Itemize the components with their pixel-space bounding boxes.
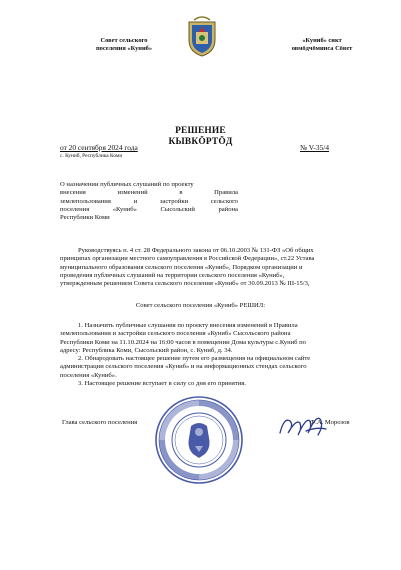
decision-date: от 20 сентября 2024 года <box>60 143 138 152</box>
subject-word: района <box>218 205 238 213</box>
subject-word: «Куниб» <box>112 205 137 213</box>
subject-word: застройки <box>159 197 189 205</box>
header-right-line1: «Куниб» сикт <box>302 37 342 44</box>
header-right-line2: овмöдчöминса Сöвет <box>291 45 353 52</box>
preamble-line4: проведения публичных слушаний на территории сельского поселения «Куниб», <box>60 271 285 279</box>
official-stamp-seal <box>153 394 245 486</box>
signature-name: Ф.А. Морозов <box>310 419 350 426</box>
coat-of-arms-emblem <box>183 14 221 58</box>
subject-word: изменений <box>117 189 148 197</box>
preamble-line5: утвержденным решением Совета сельского поселения «Куниб» от 30.09.2013 № III-15/3, <box>60 280 310 288</box>
decision-items <box>60 322 366 388</box>
item2-line3: поселения «Куниб». <box>60 371 117 379</box>
decision-number: № V-35/4 <box>300 143 330 152</box>
subject-word: Правила <box>214 189 238 197</box>
subject-line2 <box>60 189 238 197</box>
item2-line1: 2. Обнародовать настоящее решение путем его размещения на официальном сайте <box>78 355 311 363</box>
subject-word: землепользования <box>60 197 111 205</box>
preamble-line1: Руководствуясь п. 4 ст. 28 Федерального закона от 06.10.2003 № 131-ФЗ «Об общих <box>78 247 314 254</box>
decision-place: с. Куниб, Республика Коми <box>60 153 123 159</box>
preamble-line2: принципах организации местного самоуправления в Российской Федерации», ст.22 Устава <box>60 255 315 263</box>
subject-word: внесения <box>60 189 86 197</box>
item1-line4: адресу: Республика Коми, Сысольский район, с. Куниб, д. 34. <box>60 346 233 354</box>
subject-line3 <box>60 198 238 206</box>
header-left-line1: Совет сельского <box>100 37 148 44</box>
header-left-line2: поселения «Куниб» <box>95 45 153 52</box>
item1-line2: землепользования и застройки сельского поселения «Куниб» Сысольского района <box>60 330 291 338</box>
subject-line4 <box>60 206 238 214</box>
subject-word: Сысольский <box>160 205 195 213</box>
item1-line1: 1. Назначить публичные слушания по проекту внесения изменений в Правила <box>78 322 298 329</box>
header-left <box>78 37 170 53</box>
subject-word: поселения <box>60 205 90 213</box>
item1-line3: Республики Коми на 11.10.2024 на 16:00 часов в помещении Дома культуры с.Куниб по <box>60 338 306 346</box>
subject-word: в <box>179 189 183 197</box>
subject-line5: Республики Коми <box>60 214 110 222</box>
decision-subject <box>60 181 238 222</box>
handwritten-signature <box>276 413 328 441</box>
item2-line2: администрации сельского поселения «Куниб» и на информационных стендах сельского <box>60 363 307 371</box>
title-line1: РЕШЕНИЕ <box>175 126 226 136</box>
signature-position: Глава сельского поселения <box>62 419 138 426</box>
subject-word: сельского <box>210 197 238 205</box>
preamble-line3: муниципального образования сельского поселения «Куниб», Порядком организации и <box>60 263 303 271</box>
subject-word: и <box>133 197 138 205</box>
preamble-paragraph <box>60 247 366 288</box>
resolved-heading: Совет сельского поселения «Куниб» РЕШИЛ: <box>135 302 266 309</box>
item3-line1: 3. Настоящее решение вступает в силу со дня его принятия. <box>78 380 246 388</box>
title-line2: КЫВКÖРТÖД <box>168 137 233 147</box>
subject-line1: О назначении публичных слушаний по проекту <box>60 181 194 188</box>
header-right <box>276 37 368 53</box>
